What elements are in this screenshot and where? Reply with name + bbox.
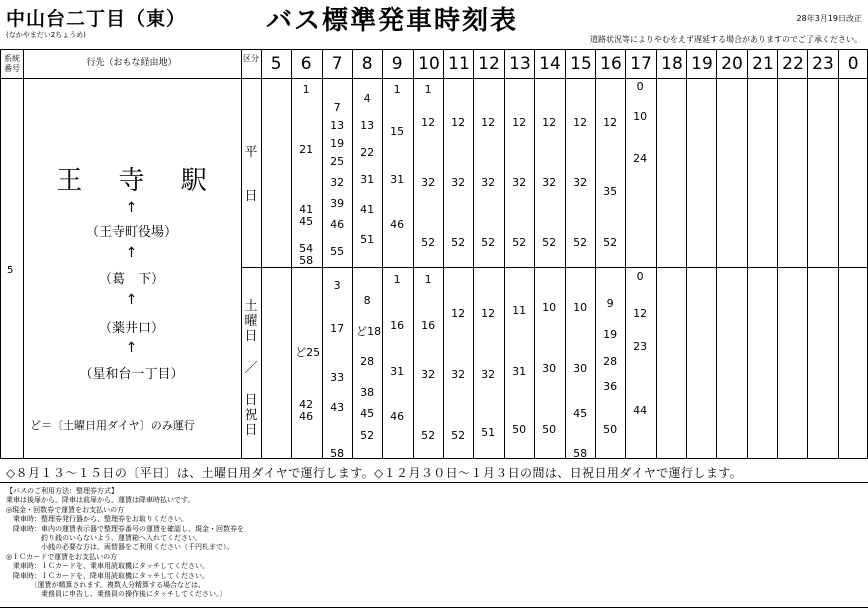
weekday-departure-minute: 52 <box>542 236 557 249</box>
weekday-departure-minute: 32 <box>481 176 496 189</box>
holiday-departure-minute: 50 <box>603 423 618 436</box>
weekday-departure-minute: 52 <box>421 236 436 249</box>
hour-header: 10 <box>418 54 440 74</box>
grid-line <box>838 49 839 458</box>
holiday-departure-minute: 43 <box>330 401 345 414</box>
hour-header: 23 <box>812 54 834 74</box>
weekday-departure-minute: 39 <box>330 197 345 210</box>
weekday-departure-minute: 15 <box>390 125 405 138</box>
hour-header: 7 <box>331 54 343 74</box>
weekday-departure-minute: 54 <box>299 242 314 255</box>
holiday-departure-minute: 3 <box>333 279 341 292</box>
weekday-departure-minute: 32 <box>330 176 345 189</box>
weekday-departure-minute: 32 <box>451 176 466 189</box>
weekday-departure-minute: 1 <box>424 83 432 96</box>
weekday-departure-minute: 45 <box>299 215 314 228</box>
grid-line <box>504 49 505 458</box>
route-number: 5 <box>7 265 14 276</box>
grid-line <box>241 267 868 268</box>
via-stop: （王寺町役場） <box>85 225 177 240</box>
grid-line <box>656 49 657 458</box>
hour-header: 20 <box>721 54 743 74</box>
arrow-icon: ↑ <box>125 292 138 308</box>
stop-kana: (なかやまだい2ちょうめ) <box>6 31 86 39</box>
stop-name: 中山台二丁目（東） <box>6 8 187 30</box>
holiday-departure-minute: 45 <box>360 407 375 420</box>
weekday-departure-minute: 52 <box>603 236 618 249</box>
holiday-departure-minute: 12 <box>481 307 496 320</box>
holiday-departure-minute: 10 <box>542 301 557 314</box>
weekday-departure-minute: 58 <box>299 254 314 267</box>
hour-header: 18 <box>661 54 683 74</box>
hour-header: 13 <box>509 54 531 74</box>
weekday-departure-minute: 13 <box>330 119 345 132</box>
holiday-departure-minute: 16 <box>390 319 405 332</box>
weekday-departure-minute: 35 <box>603 185 618 198</box>
holiday-departure-minute: 17 <box>330 322 345 335</box>
grid-line <box>0 458 868 459</box>
weekday-departure-minute: 52 <box>573 236 588 249</box>
weekday-departure-minute: 22 <box>360 146 375 159</box>
weekday-label-2: 日 <box>244 189 258 204</box>
weekday-departure-minute: 52 <box>451 236 466 249</box>
grid-line <box>382 49 383 458</box>
holiday-departure-minute: 52 <box>421 429 436 442</box>
holiday-departure-minute: ど25 <box>295 346 321 359</box>
hour-header: 5 <box>270 54 282 74</box>
holiday-departure-minute: 30 <box>542 362 557 375</box>
via-stop: （薬井口） <box>98 321 164 336</box>
holiday-label-5: 日 <box>244 393 258 408</box>
holiday-departure-minute: 42 <box>299 398 314 411</box>
hour-header: 6 <box>300 54 312 74</box>
hour-header: 11 <box>448 54 470 74</box>
weekday-departure-minute: 7 <box>333 101 341 114</box>
category-header: 区分 <box>243 54 259 63</box>
weekday-departure-minute: 19 <box>330 137 345 150</box>
weekday-departure-minute: 32 <box>512 176 527 189</box>
grid-line <box>0 78 868 79</box>
holiday-departure-minute: 31 <box>390 365 405 378</box>
weekday-departure-minute: 13 <box>360 119 375 132</box>
arrow-icon: ↑ <box>125 200 138 216</box>
grid-line <box>807 49 808 458</box>
weekday-departure-minute: 41 <box>360 203 375 216</box>
holiday-label-2: 曜 <box>244 314 258 329</box>
holiday-departure-minute: 58 <box>573 447 588 460</box>
weekday-departure-minute: 32 <box>542 176 557 189</box>
weekday-departure-minute: 12 <box>603 116 618 129</box>
weekday-departure-minute: 41 <box>299 203 314 216</box>
hour-header: 0 <box>847 54 859 74</box>
revision-date: 28年3月19日改正 <box>796 14 862 23</box>
holiday-departure-minute: 11 <box>512 304 527 317</box>
weekday-departure-minute: 12 <box>451 116 466 129</box>
holiday-departure-minute: 31 <box>512 365 527 378</box>
grid-line <box>322 49 323 458</box>
holiday-departure-minute: ど18 <box>356 325 382 338</box>
weekday-departure-minute: 4 <box>363 92 371 105</box>
holiday-departure-minute: 16 <box>421 319 436 332</box>
weekday-departure-minute: 1 <box>393 83 401 96</box>
grid-line <box>565 49 566 458</box>
holiday-departure-minute: 1 <box>424 273 432 286</box>
grid-line <box>747 49 748 458</box>
holiday-departure-minute: 12 <box>633 307 648 320</box>
page-title: バス標準発車時刻表 <box>266 6 519 36</box>
grid-line <box>0 49 1 458</box>
weekday-departure-minute: 24 <box>633 152 648 165</box>
holiday-departure-minute: 19 <box>603 328 618 341</box>
weekday-departure-minute: 52 <box>481 236 496 249</box>
weekday-departure-minute: 12 <box>573 116 588 129</box>
hour-header: 14 <box>539 54 561 74</box>
holiday-departure-minute: 9 <box>606 297 614 310</box>
weekday-departure-minute: 12 <box>421 116 436 129</box>
holiday-departure-minute: 46 <box>390 410 405 423</box>
holiday-label-1: 土 <box>244 299 258 314</box>
holiday-departure-minute: 32 <box>481 368 496 381</box>
hour-header: 8 <box>361 54 373 74</box>
grid-line <box>261 49 262 458</box>
holiday-label-4: ／ <box>244 361 258 376</box>
grid-line <box>534 49 535 458</box>
holiday-schedule-note: ◇８月１３～１５日の〔平日〕は、土曜日用ダイヤで運行します。◇１２月３０日～１月３日の間は、日祝日用ダイヤで運行します。 <box>6 466 743 480</box>
grid-line <box>0 607 868 608</box>
grid-line <box>413 49 414 458</box>
hour-header: 17 <box>630 54 652 74</box>
weekday-departure-minute: 31 <box>390 173 405 186</box>
weekday-departure-minute: 0 <box>636 80 644 93</box>
holiday-departure-minute: 30 <box>573 362 588 375</box>
hour-header: 22 <box>782 54 804 74</box>
via-stop: （葛 下） <box>98 272 164 287</box>
holiday-departure-minute: 8 <box>363 294 371 307</box>
weekday-departure-minute: 25 <box>330 155 345 168</box>
grid-line <box>686 49 687 458</box>
holiday-departure-minute: 52 <box>451 429 466 442</box>
grid-line <box>0 482 868 483</box>
holiday-departure-minute: 32 <box>451 368 466 381</box>
holiday-departure-minute: 38 <box>360 386 375 399</box>
weekday-departure-minute: 55 <box>330 245 345 258</box>
grid-line <box>352 49 353 458</box>
holiday-departure-minute: 45 <box>573 407 588 420</box>
weekday-departure-minute: 32 <box>573 176 588 189</box>
weekday-departure-minute: 21 <box>299 143 314 156</box>
holiday-departure-minute: 28 <box>603 355 618 368</box>
weekday-departure-minute: 31 <box>360 173 375 186</box>
hour-header: 16 <box>600 54 622 74</box>
grid-line <box>777 49 778 458</box>
holiday-departure-minute: 33 <box>330 371 345 384</box>
destination-header: 行先（おもな経由地） <box>86 58 177 68</box>
route-number-header: 系統番号 <box>4 54 20 73</box>
grid-line <box>0 49 868 50</box>
hour-header: 19 <box>691 54 713 74</box>
holiday-departure-minute: 50 <box>542 423 557 436</box>
grid-line <box>291 49 292 458</box>
holiday-departure-minute: 0 <box>636 270 644 283</box>
hour-header: 15 <box>570 54 592 74</box>
holiday-departure-minute: 32 <box>421 368 436 381</box>
holiday-departure-minute: 51 <box>481 426 496 439</box>
grid-line <box>595 49 596 458</box>
grid-line <box>716 49 717 458</box>
weekday-departure-minute: 12 <box>542 116 557 129</box>
holiday-departure-minute: 1 <box>393 273 401 286</box>
via-stop: （星和台一丁目） <box>79 367 184 382</box>
hour-header: 9 <box>391 54 403 74</box>
weekday-departure-minute: 51 <box>360 233 375 246</box>
holiday-label-3: 日 <box>244 329 258 344</box>
arrow-icon: ↑ <box>125 245 138 261</box>
holiday-label-6: 祝 <box>244 408 258 423</box>
grid-line <box>443 49 444 458</box>
holiday-departure-minute: 23 <box>633 340 648 353</box>
holiday-departure-minute: 44 <box>633 404 648 417</box>
holiday-label-7: 日 <box>244 423 258 438</box>
weekday-label-1: 平 <box>244 145 258 160</box>
grid-line <box>625 49 626 458</box>
usage-instructions: 【バスのご利用方法：整理券方式】 乗車は後扉から、降車は前扉から、運賃は降車時払いです。 ◎現金・回数券で運賃をお支払いの方 乗車時：整理券発行器から、整理券をお取りください。 降車時：車内の運賃表示器で整理券番号の運賃を確認し、現金・回数券を 釣り銭のいらないよう、運賃箱へ入れてください。 小銭の必要な方は、両替器をご利用ください（千円札まで）。 ◎ＩＣカードで運賃をお支払いの方 乗車時：ＩＣカードを、乗車用読取機にタッチしてください。 降車時：ＩＣカードを、降車用読取機にタッチしてください。 〔運賃が精算されます。複数人分精算する場合などは、 乗務員に申告し、乗務員の操作後にタッチしてください。〕 <box>6 487 244 599</box>
destination-name: 王 寺 駅 <box>56 166 221 196</box>
weekday-departure-minute: 12 <box>512 116 527 129</box>
hour-header: 12 <box>478 54 500 74</box>
holiday-departure-minute: 52 <box>360 429 375 442</box>
delay-notice: 道路状況等によりやむをえず遅延する場合がありますのでご了承ください。 <box>590 35 862 44</box>
hour-header: 21 <box>752 54 774 74</box>
holiday-departure-minute: 36 <box>603 380 618 393</box>
holiday-departure-minute: 46 <box>299 410 314 423</box>
grid-line <box>473 49 474 458</box>
weekday-departure-minute: 46 <box>330 218 345 231</box>
weekday-departure-minute: 10 <box>633 110 648 123</box>
holiday-departure-minute: 50 <box>512 423 527 436</box>
special-service-note: ど＝〔土曜日用ダイヤ〕のみ運行 <box>30 419 195 432</box>
holiday-departure-minute: 58 <box>330 447 345 460</box>
weekday-departure-minute: 32 <box>421 176 436 189</box>
weekday-departure-minute: 12 <box>481 116 496 129</box>
holiday-departure-minute: 12 <box>451 307 466 320</box>
holiday-departure-minute: 28 <box>360 355 375 368</box>
weekday-departure-minute: 52 <box>512 236 527 249</box>
weekday-departure-minute: 46 <box>390 218 405 231</box>
holiday-departure-minute: 10 <box>573 301 588 314</box>
arrow-icon: ↑ <box>125 340 138 356</box>
weekday-departure-minute: 1 <box>302 83 310 96</box>
